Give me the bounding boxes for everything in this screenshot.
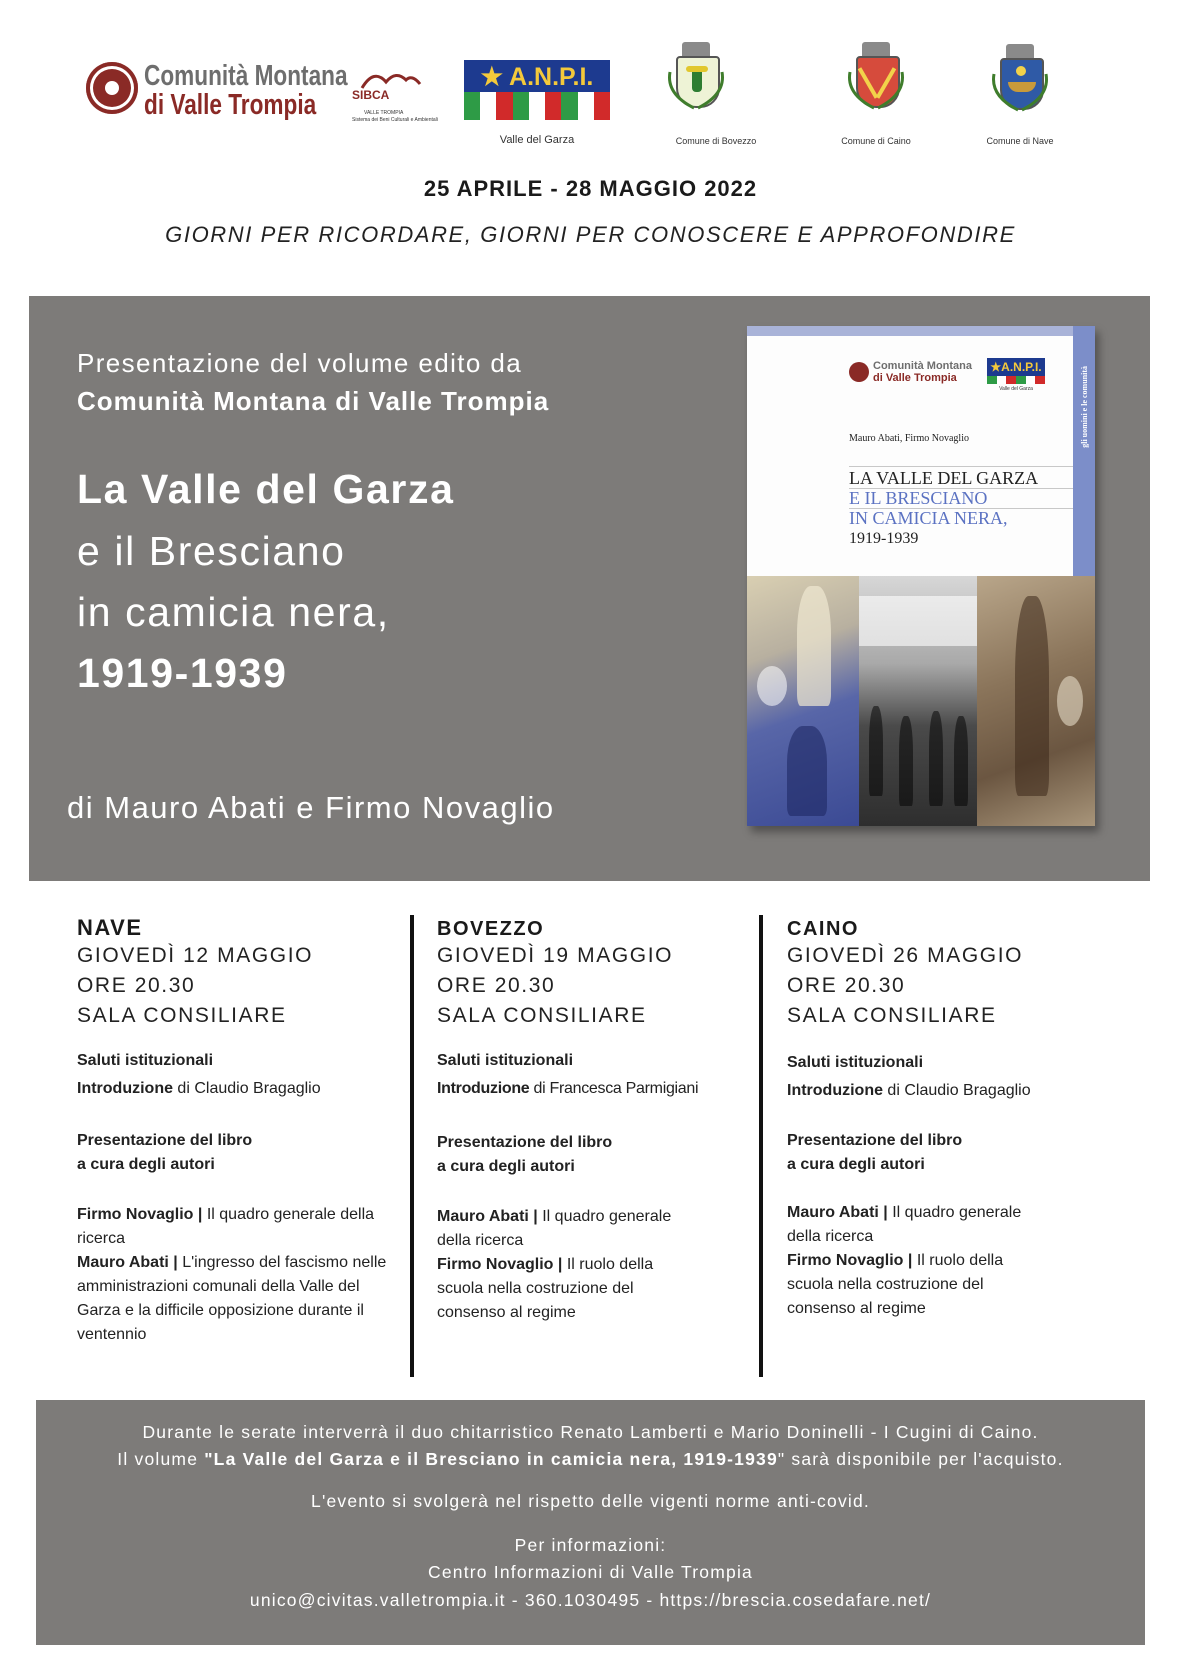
sibca-subtitle: VALLE TROMPIA xyxy=(364,110,404,116)
event-time: ORE 20.30 xyxy=(77,974,196,997)
book-presentation-banner xyxy=(29,296,1150,881)
cover-comunita-line1: Comunità Montana xyxy=(873,360,972,372)
book-title-years: 1919-1939 xyxy=(77,650,288,696)
intro-label: Introduzione xyxy=(437,1080,530,1097)
crest-crown-icon xyxy=(862,42,890,56)
intro-speaker: di Claudio Bragaglio xyxy=(882,1082,1031,1099)
book-presentation-sub: a cura degli autori xyxy=(437,1158,575,1175)
cover-side-band xyxy=(1073,326,1095,576)
cover-rule xyxy=(849,466,1073,467)
event-time: ORE 20.30 xyxy=(787,974,906,997)
speaker-name: Mauro Abati | xyxy=(437,1208,538,1225)
covid-note: L'evento si svolgerà nel rispetto delle vigenti norme anti-covid. xyxy=(311,1491,870,1511)
availability-prefix: Il volume xyxy=(117,1449,205,1469)
event-column-caino xyxy=(787,918,1117,1321)
bovezzo-caption: Comune di Bovezzo xyxy=(675,136,757,146)
cover-photo-warrior xyxy=(977,576,1095,826)
speaker-name: Firmo Novaglio | xyxy=(77,1206,203,1223)
laurel-branch-icon xyxy=(664,70,728,110)
anpi-caption: Valle del Garza xyxy=(499,134,575,146)
nave-crest-icon xyxy=(988,42,1052,122)
sibca-logo xyxy=(352,66,438,128)
greetings: Saluti istituzionali xyxy=(787,1054,924,1071)
book-presentation-sub: a cura degli autori xyxy=(77,1156,215,1173)
speaker-topic: Il ruolo della scuola nella costruzione del consenso al regime xyxy=(787,1252,1004,1317)
event-date-range: 25 APRILE - 28 MAGGIO 2022 xyxy=(423,176,758,201)
cover-comunita-line2: di Valle Trompia xyxy=(873,372,957,384)
sibca-label: SIBCA xyxy=(352,88,390,102)
sibca-subtitle-2: Sistema dei Beni Culturali e Ambientali xyxy=(352,117,438,123)
book-availability xyxy=(36,1449,1145,1470)
bovezzo-crest-icon xyxy=(664,40,728,120)
speaker-topic: Il ruolo della scuola nella costruzione del consenso al regime xyxy=(437,1256,654,1321)
availability-suffix: " sarà disponibile per l'acquisto. xyxy=(777,1449,1064,1469)
event-date: GIOVEDÌ 12 MAGGIO xyxy=(77,944,314,967)
comunita-montana-logo xyxy=(86,58,346,128)
availability-book-title: "La Valle del Garza e il Bresciano in camicia nera, 1919-1939 xyxy=(204,1449,778,1469)
cover-anpi-caption: Valle del Garza xyxy=(999,386,1033,392)
greetings: Saluti istituzionali xyxy=(437,1052,574,1069)
event-place: SALA CONSILIARE xyxy=(787,1004,997,1027)
anpi-logo xyxy=(464,60,610,122)
book-title-line1: La Valle del Garza xyxy=(77,466,455,512)
caino-caption: Comune di Caino xyxy=(841,136,911,146)
event-column-bovezzo xyxy=(437,918,767,1325)
comunita-montana-name-line2: di Valle Trompia xyxy=(144,89,317,121)
cover-photo-children xyxy=(747,576,859,826)
book-presentation-label: Presentazione del libro xyxy=(787,1132,963,1149)
cover-series-label: gli uomini e le comunità xyxy=(1080,366,1089,448)
book-presentation-sub: a cura degli autori xyxy=(787,1156,925,1173)
event-program xyxy=(787,1051,1117,1321)
cover-title-line2: E IL BRESCIANO xyxy=(849,488,988,508)
event-place: SALA CONSILIARE xyxy=(437,1004,647,1027)
music-note: Durante le serate interverrà il duo chitarristico Renato Lamberti e Mario Doninelli - I Cugini di Caino. xyxy=(142,1422,1039,1442)
book-cover-image xyxy=(747,326,1095,826)
greetings: Saluti istituzionali xyxy=(77,1052,214,1069)
laurel-branch-icon xyxy=(988,72,1052,112)
presentation-intro: Presentazione del volume edito da xyxy=(77,348,523,378)
crest-crown-icon xyxy=(682,42,710,56)
cover-anpi-stripes xyxy=(987,376,1045,384)
cover-anpi-logo: ★A.N.P.I. xyxy=(987,358,1045,384)
intro-label: Introduzione xyxy=(77,1080,173,1097)
info-footer xyxy=(36,1400,1145,1645)
cover-photo-collage xyxy=(747,576,1095,826)
cover-title-line3: IN CAMICIA NERA, xyxy=(849,508,1008,528)
speaker-name: Firmo Novaglio | xyxy=(787,1252,913,1269)
speaker-topic: L'ingresso del fascismo nelle amministrazioni comunali della Valle del Garza e la difficile opposizione durante il ventennio xyxy=(77,1254,387,1343)
event-city: CAINO xyxy=(787,918,859,940)
anpi-flag-stripes xyxy=(464,92,610,120)
comunita-montana-name-line1: Comunità Montana xyxy=(144,60,348,92)
event-time: ORE 20.30 xyxy=(437,974,556,997)
intro-speaker: di Francesca Parmigiani xyxy=(529,1080,699,1097)
caino-crest-icon xyxy=(844,40,908,120)
speaker-topic: Il quadro generale della ricerca xyxy=(77,1206,375,1247)
book-authors: di Mauro Abati e Firmo Novaglio xyxy=(67,790,555,825)
info-organization: Centro Informazioni di Valle Trompia xyxy=(428,1562,753,1582)
cover-title-line1: LA VALLE DEL GARZA xyxy=(849,468,1039,488)
event-city: NAVE xyxy=(77,915,143,940)
cover-title-years: 1919-1939 xyxy=(849,530,919,547)
intro-label: Introduzione xyxy=(787,1082,883,1099)
cover-photo-parade xyxy=(859,576,977,826)
anpi-title: ★ A.N.P.I. xyxy=(480,63,594,91)
event-column-nave xyxy=(77,915,407,1347)
cover-authors: Mauro Abati, Firmo Novaglio xyxy=(849,433,969,444)
crest-crown-icon xyxy=(1006,44,1034,58)
event-date: GIOVEDÌ 26 MAGGIO xyxy=(787,944,1024,967)
cover-top-band xyxy=(747,326,1073,336)
laurel-branch-icon xyxy=(844,70,908,110)
event-place: SALA CONSILIARE xyxy=(77,1004,287,1027)
column-divider xyxy=(410,915,414,1377)
book-title-line3: in camicia nera, xyxy=(77,589,390,635)
speaker-topic: Il quadro generale della ricerca xyxy=(787,1204,1022,1245)
info-label: Per informazioni: xyxy=(514,1535,667,1555)
speaker-name: Mauro Abati | xyxy=(77,1254,178,1271)
book-presentation-label: Presentazione del libro xyxy=(77,1132,253,1149)
event-program xyxy=(437,1049,767,1325)
book-presentation-label: Presentazione del libro xyxy=(437,1134,613,1151)
column-divider xyxy=(759,915,763,1377)
event-tagline: GIORNI PER RICORDARE, GIORNI PER CONOSCERE E APPROFONDIRE xyxy=(165,222,1016,247)
cover-comunita-emblem-icon xyxy=(849,362,869,382)
event-city: BOVEZZO xyxy=(437,918,545,940)
comunita-montana-emblem-icon xyxy=(86,62,138,114)
speaker-topic: Il quadro generale della ricerca xyxy=(437,1208,672,1249)
book-title-line2: e il Bresciano xyxy=(77,528,346,574)
speaker-name: Firmo Novaglio | xyxy=(437,1256,563,1273)
speaker-name: Mauro Abati | xyxy=(787,1204,888,1221)
nave-caption: Comune di Nave xyxy=(986,136,1054,146)
publisher-name: Comunità Montana di Valle Trompia xyxy=(77,386,550,416)
event-date: GIOVEDÌ 19 MAGGIO xyxy=(437,944,674,967)
info-contacts[interactable]: unico@civitas.valletrompia.it - 360.1030495 - https://brescia.cosedafare.net/ xyxy=(249,1590,932,1610)
intro-speaker: di Claudio Bragaglio xyxy=(172,1080,321,1097)
event-program xyxy=(77,1049,407,1347)
